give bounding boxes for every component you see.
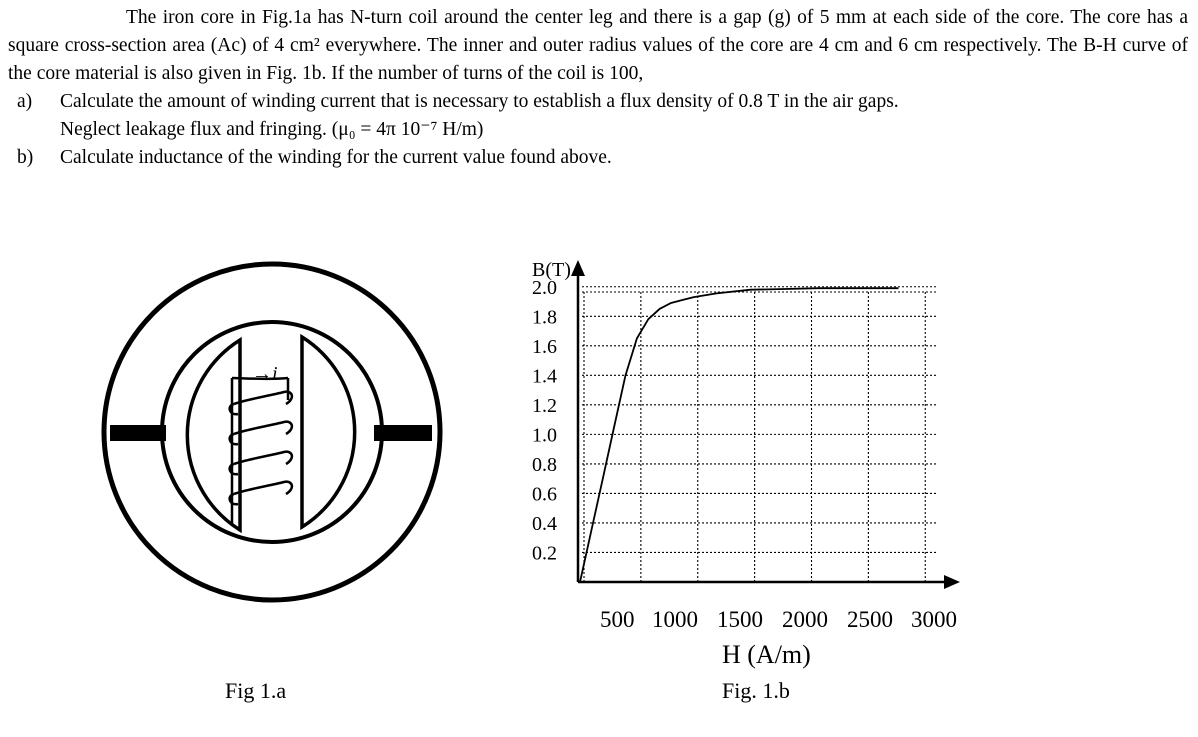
question-b-label: b): [17, 147, 34, 168]
x-tick-label: 500: [600, 607, 635, 632]
y-tick-label: 0.8: [532, 453, 557, 476]
y-tick-label: 2.0: [532, 276, 557, 299]
x-tick-labels: [600, 607, 957, 632]
problem-paragraph: The iron core in Fig.1a has N-turn coil around the center leg and there is a gap (g) of 5 mm at each side of the core. The core has a square cross-section area (Ac) of 4 cm² everywhere. The inner and outer radius values of the core are 4 cm and 6 cm respectively. The B-H curve of the core material is also given in Fig. 1b. If the number of turns of the coil is 100,: [8, 7, 1188, 84]
chart-grid: [582, 287, 936, 582]
bh-curve-line: [580, 288, 899, 582]
x-axis-label: H (A/m): [722, 640, 811, 669]
y-tick-labels: [532, 277, 557, 565]
y-tick-label: 0.4: [532, 512, 557, 535]
fig-a-caption: Fig 1.a: [225, 678, 287, 703]
y-tick-label: 1.6: [532, 335, 557, 358]
y-tick-label: 0.2: [532, 542, 557, 565]
y-tick-label: 1.4: [532, 365, 557, 388]
chart-axes: [571, 260, 960, 589]
y-tick-label: 1.2: [532, 394, 557, 417]
question-b-text: Calculate inductance of the winding for the current value found above.: [60, 147, 612, 168]
x-tick-label: 1000: [652, 607, 698, 632]
y-axis-arrow: [571, 260, 585, 276]
current-label: →i: [252, 363, 278, 385]
x-tick-label: 2500: [847, 607, 893, 632]
question-a-label: a): [17, 91, 33, 112]
y-axis-label: B(T): [532, 259, 571, 281]
x-axis-arrow: [944, 575, 960, 589]
y-tick-label: 0.6: [532, 483, 557, 506]
y-tick-label: 1.0: [532, 424, 557, 447]
x-tick-label: 2000: [782, 607, 828, 632]
x-tick-label: 3000: [911, 607, 957, 632]
fig-b-caption: Fig. 1.b: [722, 678, 790, 703]
x-tick-label: 1500: [717, 607, 763, 632]
question-a-line1: Calculate the amount of winding current that is necessary to establish a flux density of 0.8 T in the air gaps.: [60, 91, 899, 112]
question-a-line2: Neglect leakage flux and fringing. (μ₀ = 4π 10⁻⁷ H/m): [60, 119, 484, 140]
y-tick-label: 1.8: [532, 306, 557, 329]
